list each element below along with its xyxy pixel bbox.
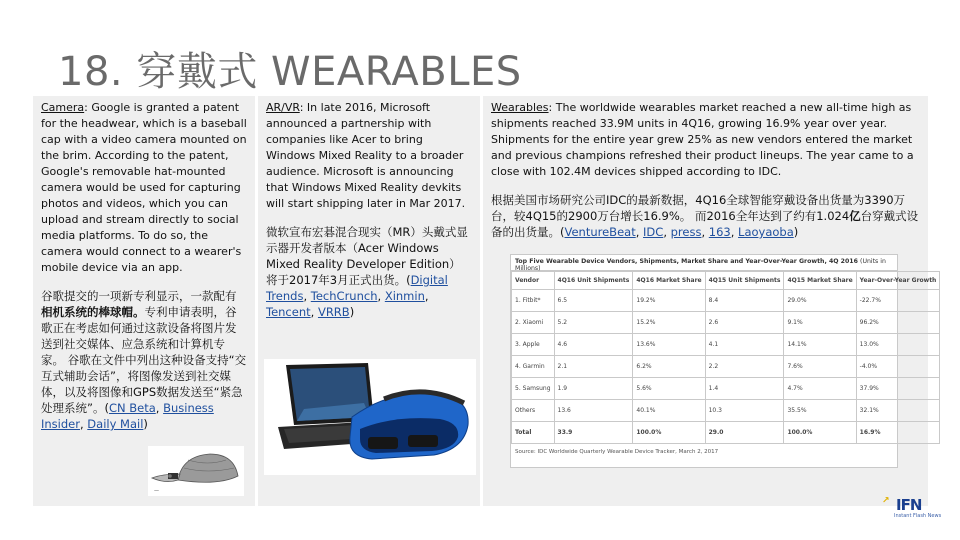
source-link-163[interactable]: 163 xyxy=(708,225,731,239)
table-units: (Units in Millions) xyxy=(515,258,886,272)
table-cell: 96.2% xyxy=(856,312,940,334)
header-cell: Vendor xyxy=(512,272,555,290)
wearables-zh-bold: 亿 xyxy=(849,209,861,223)
table-cell: Total xyxy=(512,422,555,444)
table-cell: 16.9% xyxy=(856,422,940,444)
header-cell: Year-Over-Year Growth xyxy=(856,272,940,290)
table-cell: 100.0% xyxy=(784,422,856,444)
arvr-text: : In late 2016, Microsoft announced a partnership with companies like Acer to bring Windows Mixed Reality to a broader audience. Microsoft is announcing that Windows Mixed Reality devkits will start shipping later in Mar 2017. xyxy=(266,101,466,210)
baseball-cap-camera-icon xyxy=(148,446,244,496)
table-cell: 6.5 xyxy=(554,290,633,312)
header-cell: 4Q16 Unit Shipments xyxy=(554,272,633,290)
table-cell: 2.1 xyxy=(554,356,633,378)
table-row xyxy=(512,356,940,378)
table-cell: 13.6 xyxy=(554,400,633,422)
header-cell: 4Q15 Market Share xyxy=(784,272,856,290)
table-cell: Others xyxy=(512,400,555,422)
table-cell: 1.9 xyxy=(554,378,633,400)
header-cell: 4Q16 Market Share xyxy=(633,272,705,290)
arvr-chinese-paragraph: 微软宣布宏碁混合现实（MR）头戴式显示器开发者版本（Acer Windows Mixed Reality Developer Edition）将于2017年3月正式出货。(Digital Trends, TechCrunch, Xinmin, Tencent, VRRB) xyxy=(266,225,468,319)
wearables-text: : The worldwide wearables market reached a new all-time high as shipments reached 33.9M units in 4Q16, growing 16.9% year over year. Shipments for the entire year grew 25% as new vendors entered the market and previous champions refreshed their product lineups. The year came to a close with 102.4M devices shipped according to IDC. xyxy=(491,101,914,178)
table-cell: 14.1% xyxy=(784,334,856,356)
camera-heading: Camera xyxy=(41,101,85,114)
table-cell: 4.7% xyxy=(784,378,856,400)
source-link-idc[interactable]: IDC xyxy=(643,225,664,239)
table-row xyxy=(512,378,940,400)
table-cell: 15.2% xyxy=(633,312,705,334)
table-row xyxy=(512,312,940,334)
table-cell: 1.4 xyxy=(705,378,784,400)
table-cell: 5. Samsung xyxy=(512,378,555,400)
header-cell: 4Q15 Unit Shipments xyxy=(705,272,784,290)
table-cell: 33.9 xyxy=(554,422,633,444)
table-cell: 29.0% xyxy=(784,290,856,312)
logo-wordmark: IFN xyxy=(896,496,922,514)
table-row xyxy=(512,400,940,422)
wearables-zh-text-a: 根据美国市场研究公司IDC的最新数据，4Q16全球智能穿戴设备出货量为3390万台，较4Q15的2900万台增长16.9%。 而2016全年达到了约有1.024 xyxy=(491,193,906,223)
table-cell: 4. Garmin xyxy=(512,356,555,378)
wearables-zh-text-b: 台穿戴式设备的出货量。( xyxy=(491,209,919,239)
table-cell: 35.5% xyxy=(784,400,856,422)
source-link-press[interactable]: press xyxy=(670,225,702,239)
table-cell: 7.6% xyxy=(784,356,856,378)
idc-wearables-table xyxy=(510,254,937,468)
camera-column xyxy=(33,96,255,506)
source-link-daily-mail[interactable]: Daily Mail xyxy=(87,417,144,431)
table-title xyxy=(511,255,897,271)
table-cell: 100.0% xyxy=(633,422,705,444)
camera-text: : Google is granted a patent for the headwear, which is a baseball cap with a video camera mounted on the brim. According to the patent, Google's removable hat-mounted camera would be used for capturing photos and videos, which you can upload and stream directly to social media platforms. To do so, the camera would connect to a wearer's mobile device via an app. xyxy=(41,101,247,274)
table-cell: 8.4 xyxy=(705,290,784,312)
table-row xyxy=(512,334,940,356)
source-link-tencent[interactable]: Tencent xyxy=(266,305,311,319)
camera-chinese-paragraph: 谷歌提交的一项新专利显示，一款配有相机系统的棒球帽。专利申请表明，谷歌正在考虑如何通过这款设备将图片发送到社交媒体、应急系统和计算机专家。 谷歌在文件中列出这种设备支持“交互式辅助会话”，将图像发送到社交媒体，以及将图像和GPS数据发送至“紧急处理系统”。(CN Beta, Business Insider, Daily Mail) xyxy=(41,289,247,431)
table-cell: 5.2 xyxy=(554,312,633,334)
table-cell: -4.0% xyxy=(856,356,940,378)
table-cell: 3. Apple xyxy=(512,334,555,356)
table-cell: 1. Fitbit* xyxy=(512,290,555,312)
table-cell: 6.2% xyxy=(633,356,705,378)
slide-title: 18. 穿戴式 WEARABLES xyxy=(58,49,522,95)
table-cell: 13.6% xyxy=(633,334,705,356)
table-cell: 40.1% xyxy=(633,400,705,422)
table-row xyxy=(512,290,940,312)
mixed-reality-headset-icon xyxy=(264,359,476,475)
table-title-text: Top Five Wearable Device Vendors, Shipments, Market Share and Year-Over-Year Growth, 4Q 2016 xyxy=(515,258,858,265)
table-header-row xyxy=(512,272,940,290)
wearables-heading: Wearables xyxy=(491,101,549,114)
table-cell: 19.2% xyxy=(633,290,705,312)
table-cell: 9.1% xyxy=(784,312,856,334)
table-cell: -22.7% xyxy=(856,290,940,312)
table-cell: 4.6 xyxy=(554,334,633,356)
table-cell: 5.6% xyxy=(633,378,705,400)
table-cell: 2.2 xyxy=(705,356,784,378)
table-cell: 13.0% xyxy=(856,334,940,356)
table-cell: 2. Xiaomi xyxy=(512,312,555,334)
wearables-paragraph xyxy=(491,100,920,180)
source-link-business-insider[interactable]: Business Insider xyxy=(41,401,214,431)
source-link-venturebeat[interactable]: VentureBeat xyxy=(564,225,636,239)
ifn-logo xyxy=(882,496,942,522)
source-link-vrrb[interactable]: VRRB xyxy=(317,305,350,319)
vendor-table xyxy=(511,271,940,444)
svg-text:—: — xyxy=(154,488,159,494)
arvr-heading: AR/VR xyxy=(266,101,300,114)
logo-subtitle: Instant Flash News xyxy=(894,513,942,519)
camera-zh-bold: 相机系统的棒球帽。 xyxy=(41,305,145,319)
source-link-digital-trends[interactable]: Digital Trends xyxy=(266,273,448,303)
arvr-zh-text: 微软宣布宏碁混合现实（MR）头戴式显示器开发者版本（Acer Windows Mixed Reality Developer Edition）将于2017年3月正式出货。( xyxy=(266,225,468,287)
source-link-cn-beta[interactable]: CN Beta xyxy=(108,401,156,415)
table-cell: 37.9% xyxy=(856,378,940,400)
source-link-techcrunch[interactable]: TechCrunch xyxy=(310,289,378,303)
table-cell: 29.0 xyxy=(705,422,784,444)
camera-zh-text-a: 谷歌提交的一项新专利显示，一款配有 xyxy=(41,289,237,303)
camera-paragraph xyxy=(41,100,247,276)
logo-arrow-icon: ↗ xyxy=(882,496,890,506)
table-cell: 4.1 xyxy=(705,334,784,356)
table-cell: 10.3 xyxy=(705,400,784,422)
table-cell: 32.1% xyxy=(856,400,940,422)
camera-zh-text-b: 专利申请表明，谷歌正在考虑如何通过这款设备将图片发送到社交媒体、应急系统和计算机专家。 谷歌在文件中列出这种设备支持“交互式辅助会话”，将图像发送到社交媒体，以及将图像和GPS数据发送至“紧急处理系统”。( xyxy=(41,305,247,415)
table-total-row xyxy=(512,422,940,444)
table-source: Source: IDC Worldwide Quarterly Wearable Device Tracker, March 2, 2017 xyxy=(515,449,719,455)
table-cell: 2.6 xyxy=(705,312,784,334)
wearables-chinese-paragraph: 根据美国市场研究公司IDC的最新数据，4Q16全球智能穿戴设备出货量为3390万台，较4Q15的2900万台增长16.9%。 而2016全年达到了约有1.024亿台穿戴式设备的出货量。(VentureBeat, IDC, press, 163, Laoyaoba) xyxy=(491,193,919,239)
arvr-paragraph xyxy=(266,100,472,212)
source-link-laoyaoba[interactable]: Laoyaoba xyxy=(738,225,794,239)
source-link-xinmin[interactable]: Xinmin xyxy=(384,289,425,303)
